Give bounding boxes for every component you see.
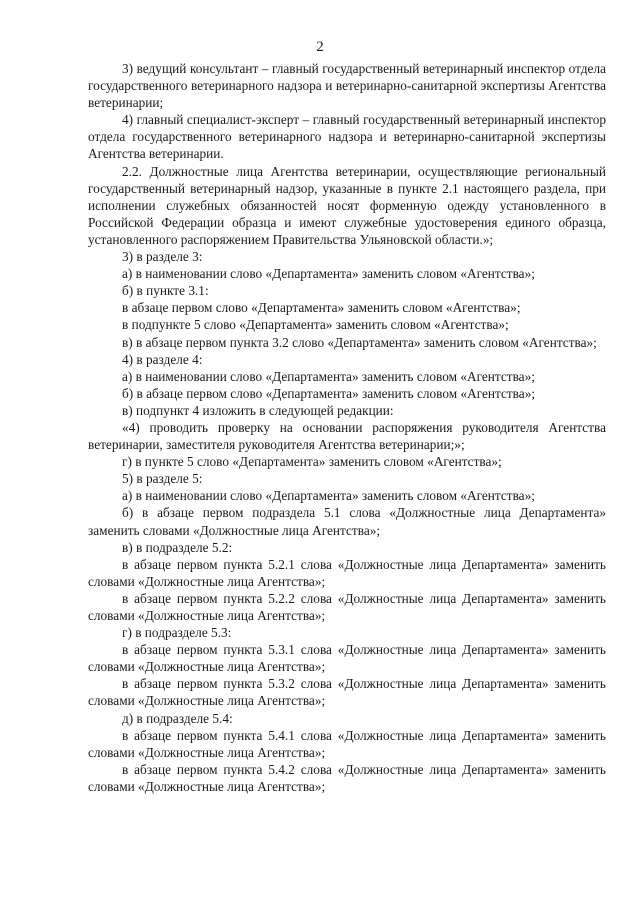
document-line: б) в пункте 3.1: (122, 283, 209, 299)
document-paragraph: в абзаце первом пункта 5.4.1 слова «Должностные лица Департамента» заменить словами «Должностные лица Агентства»; (88, 727, 606, 760)
document-paragraph: в абзаце первом пункта 5.3.1 слова «Должностные лица Департамента» заменить словами «Должностные лица Агентства»; (88, 642, 606, 675)
document-paragraph: в абзаце первом пункта 5.4.2 слова «Должностные лица Департамента» заменить словами «Должностные лица Агентства»; (88, 761, 606, 794)
document-paragraph: в абзаце первом пункта 5.2.2 слова «Должностные лица Департамента» заменить словами «Должностные лица Агентства»; (88, 590, 606, 623)
document-paragraph: в абзаце первом пункта 5.2.1 слова «Должностные лица Департамента» заменить словами «Должностные лица Агентства»; (88, 556, 606, 589)
document-paragraph: 3) ведущий консультант – главный государственный ветеринарный инспектор отдела государственного ветеринарного надзора и ветеринарно-санитарной экспертизы Агентства ветеринарии; (88, 61, 606, 111)
document-line: а) в наименовании слово «Департамента» заменить словом «Агентства»; (122, 368, 535, 384)
document-paragraph: в) в абзаце первом пункта 3.2 слово «Департамента» заменить словом «Агентства»; (122, 334, 597, 350)
document-line: в) в подразделе 5.2: (122, 539, 233, 555)
document-line: в подпункте 5 слово «Департамента» заменить словом «Агентства»; (122, 317, 509, 333)
document-line: 4) в разделе 4: (122, 351, 203, 367)
document-paragraph: б) в абзаце первом подраздела 5.1 слова «Должностные лица Департамента» заменить словами «Должностные лица Агентства»; (88, 505, 606, 538)
document-paragraph: 2.2. Должностные лица Агентства ветеринарии, осуществляющие региональный государственный ветеринарный надзор, указанные в пункте 2.1 настоящего раздела, при исполнении служебных обязанностей носят форменную одежду установленного в Российской Федерации образца и имеют служебные удостоверения единого образца, установленного распоряжением Правительства Ульяновской области.»; (88, 163, 606, 247)
document-line: в абзаце первом слово «Департамента» заменить словом «Агентства»; (122, 300, 521, 316)
document-line: б) в абзаце первом слово «Департамента» заменить словом «Агентства»; (122, 385, 536, 401)
document-line: а) в наименовании слово «Департамента» заменить словом «Агентства»; (122, 488, 535, 504)
document-line: г) в пункте 5 слово «Департамента» заменить словом «Агентства»; (122, 454, 502, 470)
page-number: 2 (316, 39, 324, 55)
document-line: 3) в разделе 3: (122, 249, 203, 265)
document-body (88, 60, 606, 795)
document-line: г) в подразделе 5.3: (122, 625, 232, 641)
document-line: а) в наименовании слово «Департамента» заменить словом «Агентства»; (122, 266, 535, 282)
document-line: д) в подразделе 5.4: (122, 710, 233, 726)
document-paragraph: в абзаце первом пункта 5.3.2 слова «Должностные лица Департамента» заменить словами «Должностные лица Агентства»; (88, 676, 606, 709)
document-line: в) подпункт 4 изложить в следующей редакции: (122, 402, 394, 418)
document-paragraph: «4) проводить проверку на основании распоряжения руководителя Агентства ветеринарии, заместителя руководителя Агентства ветеринарии;»; (88, 419, 606, 453)
document-line: 5) в разделе 5: (122, 471, 203, 487)
document-paragraph: 4) главный специалист-эксперт – главный государственный ветеринарный инспектор отдела государственного ветеринарного надзора и ветеринарно-санитарной экспертизы Агентства ветеринарии. (88, 112, 606, 162)
